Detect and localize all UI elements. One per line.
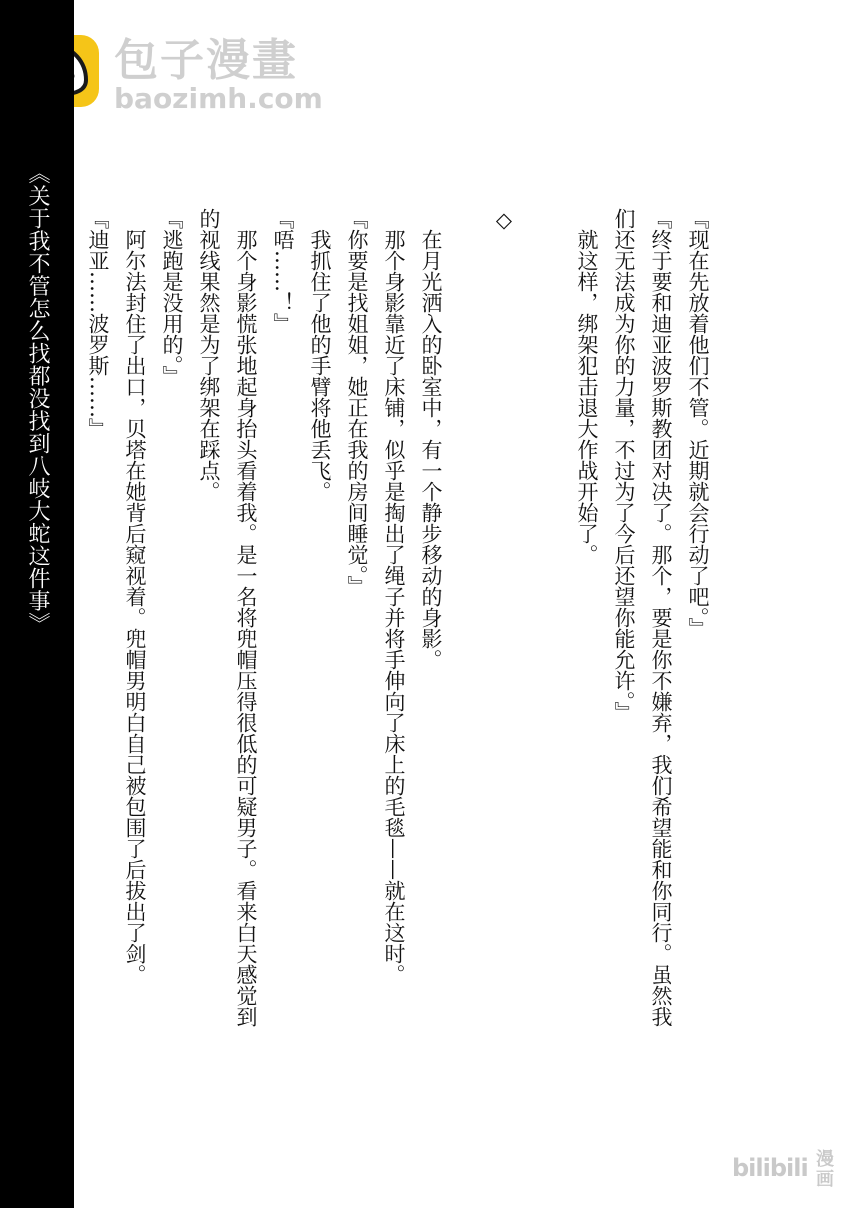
section-separator: ◇ xyxy=(492,208,516,232)
sidebar xyxy=(0,0,74,1208)
paragraph: 『现在先放着他们不管。近期就会行动了吧。』 xyxy=(686,208,710,639)
paragraph: 『唔……！』 xyxy=(271,208,295,334)
logo-domain: baozimh.com xyxy=(114,82,323,115)
bilibili-manga-watermark xyxy=(732,1150,838,1196)
paragraph: 『迪亚……波罗斯……』 xyxy=(86,208,110,439)
watermark-brand: bilibili xyxy=(732,1154,808,1182)
page-text xyxy=(79,208,716,1038)
book-title: 《关于我不管怎么找都没找到八岐大蛇这件事》 xyxy=(25,162,50,635)
paragraph: 我抓住了他的手臂将他丢飞。 xyxy=(308,229,332,502)
paragraph: 那个身影靠近了床铺，似乎是掏出了绳子并将手伸向了床上的毛毯——就在这时。 xyxy=(382,229,406,985)
paragraph: 在月光洒入的卧室中，有一个静步移动的身影。 xyxy=(419,229,443,670)
logo-name: 包子漫畫 xyxy=(114,35,298,86)
watermark-label: 漫画 xyxy=(816,1149,834,1190)
paragraph: 『逃跑是没用的。』 xyxy=(160,208,184,387)
paragraph: 就这样，绑架犯击退大作战开始了。 xyxy=(575,229,599,565)
paragraph: 阿尔法封住了出口，贝塔在她背后窥视着。兜帽男明白自己被包围了后拔出了剑。 xyxy=(123,229,147,985)
paragraph: 『你要是找姐姐，她正在我的房间睡觉。』 xyxy=(345,208,369,597)
paragraph: 『终于要和迪亚波罗斯教团对决了。那个，要是你不嫌弃，我们希望能和你同行。虽然我们还无法成为你的力量，不过为了今后还望你能允许。』 xyxy=(612,208,673,1027)
paragraph: 那个身影慌张地起身抬头看着我。是一名将兜帽压得很低的可疑男子。看来白天感觉到的视线果然是为了绑架在踩点。 xyxy=(197,208,258,1027)
